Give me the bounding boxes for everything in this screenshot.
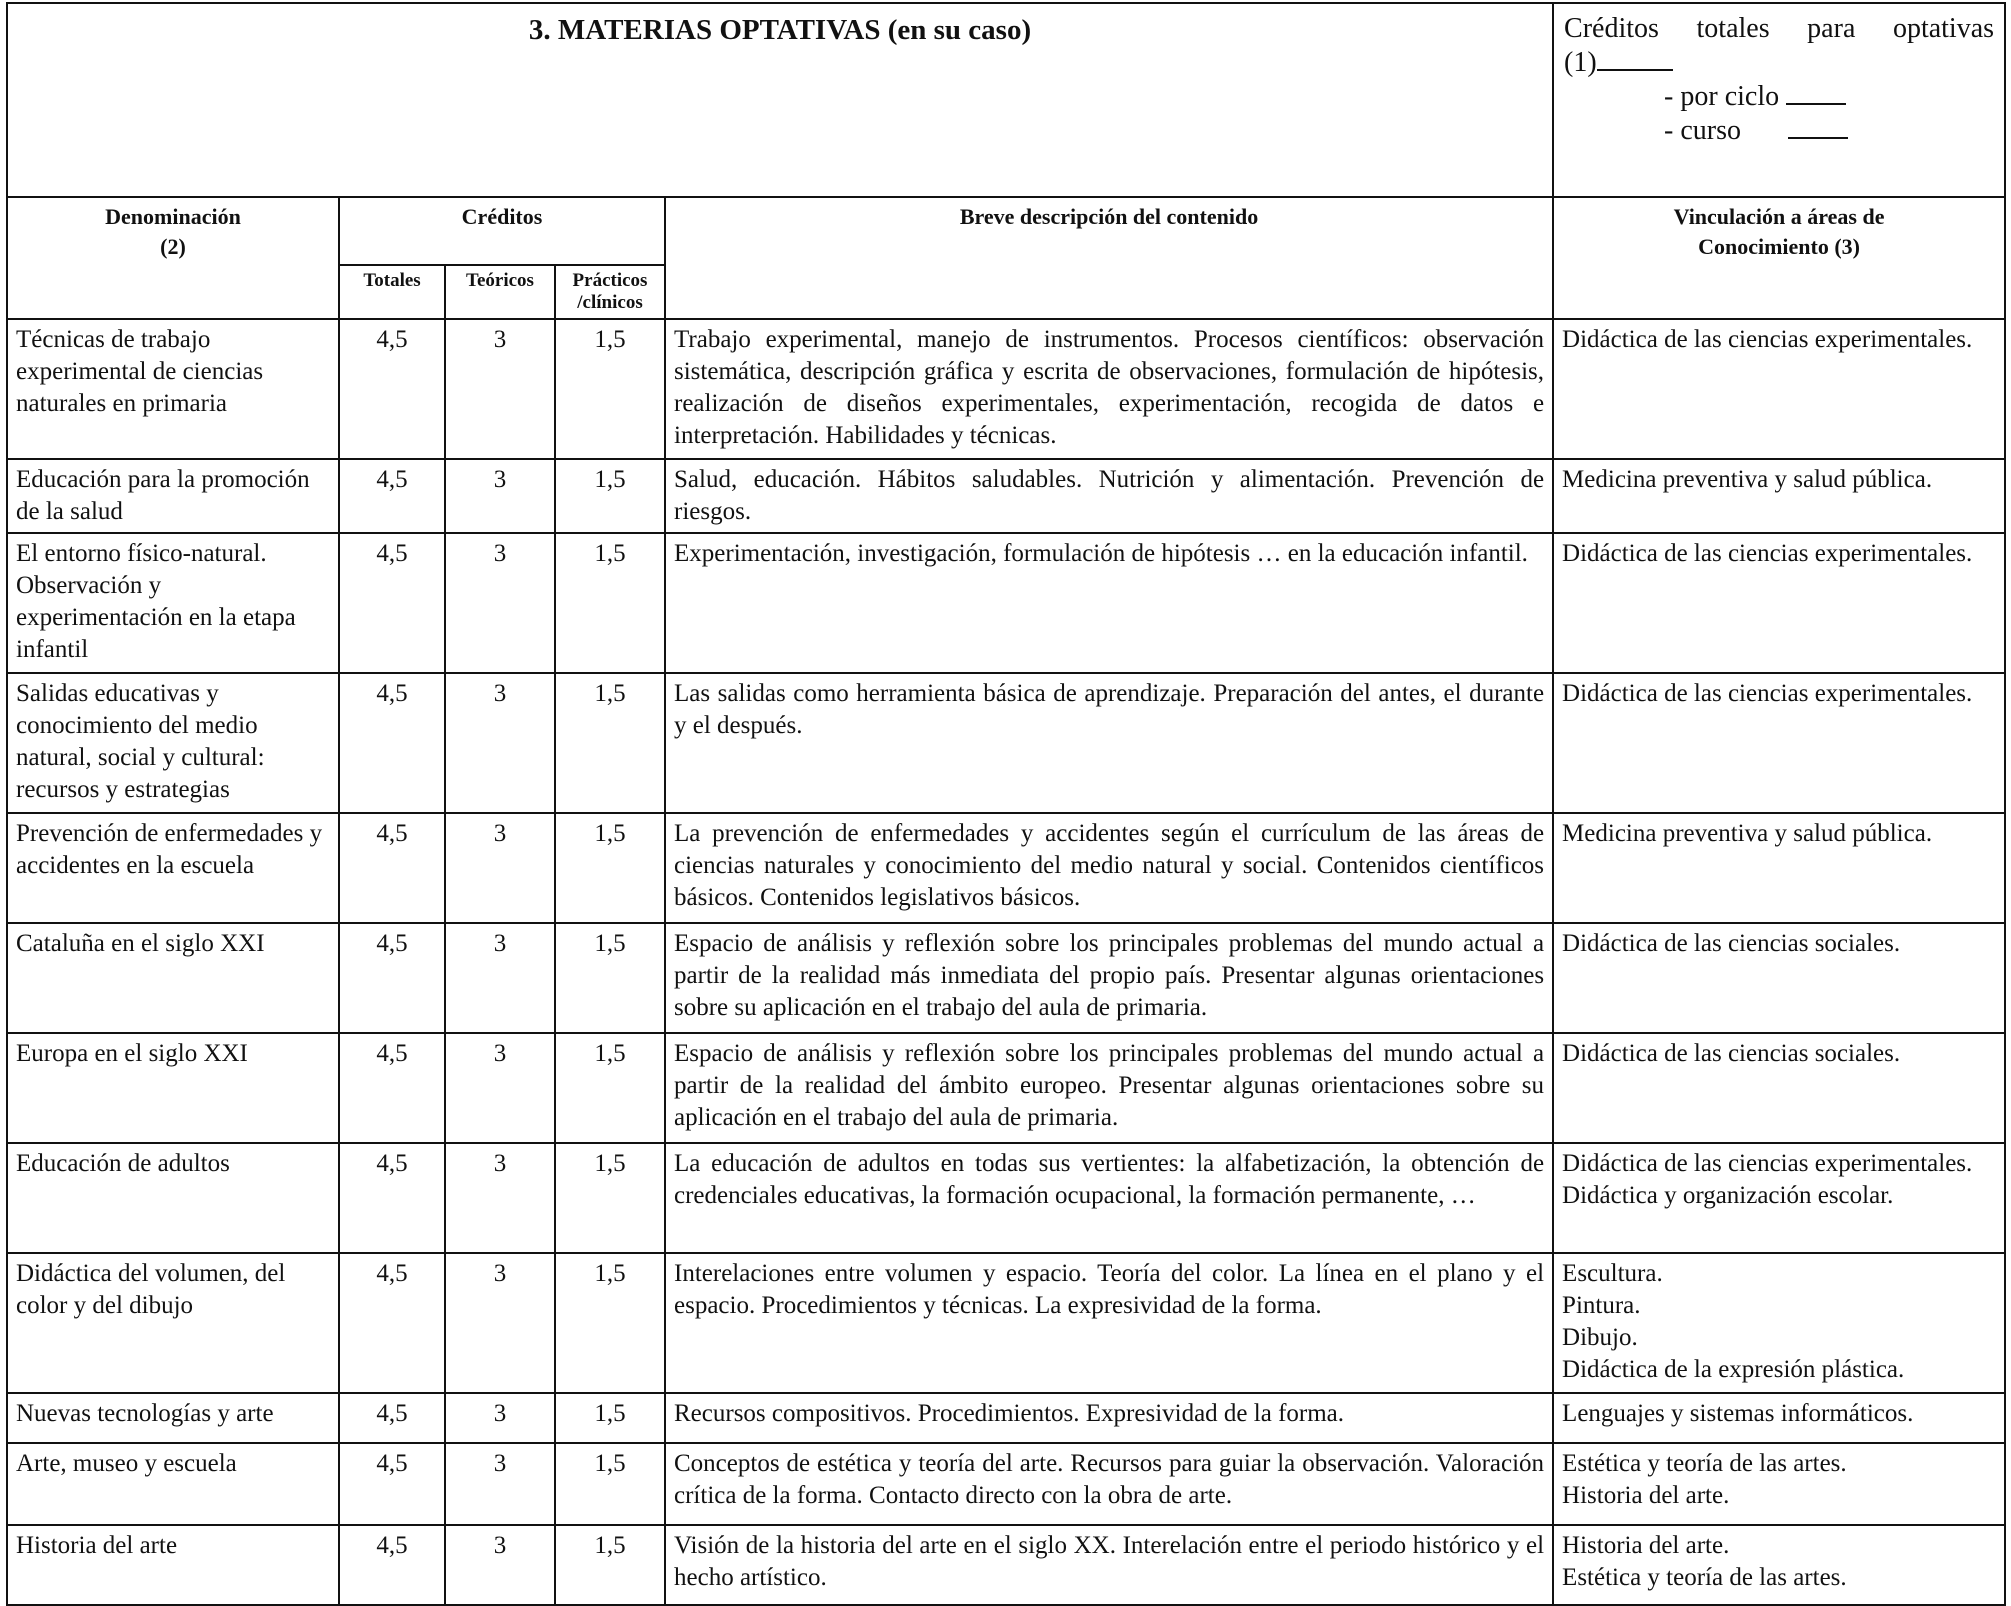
- knowledge-area-item: Didáctica de las ciencias experimentales.: [1562, 1150, 1973, 1177]
- table-row: [7, 533, 2005, 673]
- table-row: [7, 459, 2005, 533]
- header-descripcion-label: Breve descripción del contenido: [959, 204, 1259, 229]
- knowledge-areas: [1553, 1393, 2005, 1443]
- knowledge-area-item: Medicina preventiva y salud pública.: [1562, 466, 1933, 493]
- knowledge-area-item: Dibujo.: [1562, 1324, 1638, 1351]
- credits-teoricos: 3: [445, 1033, 555, 1143]
- section-title: [7, 3, 1553, 197]
- credits-practicos: 1,5: [555, 813, 665, 923]
- total-credits-blank: [1597, 69, 1673, 71]
- knowledge-areas: [1553, 1253, 2005, 1393]
- knowledge-area-item: Didáctica de las ciencias experimentales.: [1562, 326, 1973, 353]
- credits-totales: 4,5: [339, 1525, 445, 1605]
- header-practicos-label-2: /clínicos: [577, 292, 643, 313]
- credits-practicos: 1,5: [555, 459, 665, 533]
- header-practicos-label: Prácticos: [572, 270, 648, 291]
- table-row: [7, 813, 2005, 923]
- credits-totales: 4,5: [339, 1253, 445, 1393]
- credits-totales: 4,5: [339, 923, 445, 1033]
- knowledge-area-item: Didáctica de la expresión plástica.: [1562, 1356, 1905, 1383]
- optional-subjects-sheet: [6, 2, 2004, 1606]
- total-credits-line: [1564, 46, 1994, 80]
- table-row: [7, 673, 2005, 813]
- header-vinculacion-label: Vinculación a áreas de: [1673, 204, 1885, 229]
- header-creditos: [339, 197, 665, 265]
- per-course-label: - curso: [1664, 115, 1742, 146]
- per-cycle-blank: [1786, 103, 1846, 105]
- table-row: [7, 1253, 2005, 1393]
- subject-description: Recursos compositivos. Procedimientos. Expresividad de la forma.: [665, 1393, 1553, 1443]
- header-totales-label: Totales: [363, 270, 421, 291]
- credits-teoricos: 3: [445, 533, 555, 673]
- subject-name: Didáctica del volumen, del color y del dibujo: [7, 1253, 339, 1393]
- subject-description: Trabajo experimental, manejo de instrumentos. Procesos científicos: observación sistemática, descripción gráfica y escrita de observaciones, formulación de hipótesis, realización de diseños experimentales, experimentación, recogida de datos e interpretación. Habilidades y técnicas.: [665, 319, 1553, 459]
- subject-name: Historia del arte: [7, 1525, 339, 1605]
- subject-name: Arte, museo y escuela: [7, 1443, 339, 1525]
- knowledge-area-item: Estética y teoría de las artes.: [1562, 1564, 1847, 1591]
- knowledge-areas: [1553, 1443, 2005, 1525]
- subject-description: La prevención de enfermedades y accidentes según el currículum de las áreas de ciencias naturales y conocimiento del medio natural y social. Contenidos científicos básicos. Contenidos legislativos básicos.: [665, 813, 1553, 923]
- credits-teoricos: 3: [445, 459, 555, 533]
- credits-totales: 4,5: [339, 813, 445, 923]
- subject-description: Salud, educación. Hábitos saludables. Nutrición y alimentación. Prevención de riesgos.: [665, 459, 1553, 533]
- knowledge-area-item: Lenguajes y sistemas informáticos.: [1562, 1400, 1914, 1427]
- section-title-text: 3. MATERIAS OPTATIVAS (en su caso): [528, 14, 1032, 46]
- knowledge-areas: [1553, 459, 2005, 533]
- table-row: [7, 1393, 2005, 1443]
- header-teoricos-label: Teóricos: [466, 270, 534, 291]
- total-credits-label: Créditos totales para optativas: [1564, 13, 1995, 44]
- header-denominacion-note: (2): [160, 234, 186, 259]
- header-creditos-label: Créditos: [461, 204, 543, 229]
- credits-teoricos: 3: [445, 1525, 555, 1605]
- credits-totales: 4,5: [339, 1033, 445, 1143]
- header-denominacion: [7, 197, 339, 319]
- table-row: [7, 1033, 2005, 1143]
- credits-teoricos: 3: [445, 1393, 555, 1443]
- knowledge-areas: [1553, 1033, 2005, 1143]
- knowledge-area-item: Estética y teoría de las artes.: [1562, 1450, 1847, 1477]
- per-cycle-line: [1564, 80, 1994, 114]
- knowledge-area-item: Didáctica de las ciencias sociales.: [1562, 1040, 1901, 1067]
- knowledge-area-item: Didáctica de las ciencias sociales.: [1562, 930, 1901, 957]
- subject-name: El entorno físico-natural. Observación y experimentación en la etapa infantil: [7, 533, 339, 673]
- optional-subjects-table: [6, 2, 2006, 1606]
- subject-description: Interelaciones entre volumen y espacio. Teoría del color. La línea en el plano y el espacio. Procedimientos y técnicas. La expresividad de la forma.: [665, 1253, 1553, 1393]
- credits-teoricos: 3: [445, 923, 555, 1033]
- credits-teoricos: 3: [445, 813, 555, 923]
- credits-practicos: 1,5: [555, 1393, 665, 1443]
- credits-totales: 4,5: [339, 673, 445, 813]
- knowledge-areas: [1553, 1525, 2005, 1605]
- subject-description: Visión de la historia del arte en el siglo XX. Interelación entre el periodo histórico y el hecho artístico.: [665, 1525, 1553, 1605]
- knowledge-area-item: Didáctica y organización escolar.: [1562, 1182, 1894, 1209]
- header-totales: [339, 265, 445, 319]
- subject-name: Prevención de enfermedades y accidentes en la escuela: [7, 813, 339, 923]
- subject-name: Educación para la promoción de la salud: [7, 459, 339, 533]
- knowledge-area-item: Historia del arte.: [1562, 1482, 1730, 1509]
- credits-practicos: 1,5: [555, 1525, 665, 1605]
- credits-practicos: 1,5: [555, 1443, 665, 1525]
- subject-description: Las salidas como herramienta básica de aprendizaje. Preparación del antes, el durante y el después.: [665, 673, 1553, 813]
- knowledge-area-item: Escultura.: [1562, 1260, 1663, 1287]
- header-teoricos: [445, 265, 555, 319]
- credits-totales: 4,5: [339, 1393, 445, 1443]
- credits-totales: 4,5: [339, 319, 445, 459]
- header-vinculacion-label-2: Conocimiento (3): [1698, 234, 1860, 259]
- credits-practicos: 1,5: [555, 533, 665, 673]
- subject-name: Educación de adultos: [7, 1143, 339, 1253]
- table-row: [7, 319, 2005, 459]
- knowledge-area-item: Pintura.: [1562, 1292, 1641, 1319]
- table-row: [7, 1143, 2005, 1253]
- subject-name: Europa en el siglo XXI: [7, 1033, 339, 1143]
- header-practicos: [555, 265, 665, 319]
- subject-description: Experimentación, investigación, formulación de hipótesis … en la educación infantil.: [665, 533, 1553, 673]
- section-header-row: [7, 3, 2005, 197]
- header-vinculacion: [1553, 197, 2005, 319]
- column-header-row: [7, 197, 2005, 265]
- credits-practicos: 1,5: [555, 319, 665, 459]
- knowledge-areas: [1553, 673, 2005, 813]
- per-cycle-label: - por ciclo: [1664, 81, 1780, 112]
- credits-teoricos: 3: [445, 1253, 555, 1393]
- knowledge-areas: [1553, 813, 2005, 923]
- knowledge-area-item: Historia del arte.: [1562, 1532, 1730, 1559]
- credits-teoricos: 3: [445, 1443, 555, 1525]
- table-row: [7, 1443, 2005, 1525]
- knowledge-areas: [1553, 923, 2005, 1033]
- credits-practicos: 1,5: [555, 923, 665, 1033]
- credits-practicos: 1,5: [555, 1033, 665, 1143]
- subject-description: La educación de adultos en todas sus vertientes: la alfabetización, la obtención de credenciales educativas, la formación ocupacional, la formación permanente, …: [665, 1143, 1553, 1253]
- table-row: [7, 1525, 2005, 1605]
- subject-description: Espacio de análisis y reflexión sobre los principales problemas del mundo actual a partir de la realidad del ámbito europeo. Presentar algunas orientaciones sobre su aplicación en el trabajo del aula de primaria.: [665, 1033, 1553, 1143]
- knowledge-area-item: Didáctica de las ciencias experimentales.: [1562, 680, 1973, 707]
- credits-practicos: 1,5: [555, 1143, 665, 1253]
- credits-totales: 4,5: [339, 459, 445, 533]
- credits-practicos: 1,5: [555, 1253, 665, 1393]
- credits-totales: 4,5: [339, 1443, 445, 1525]
- credits-teoricos: 3: [445, 319, 555, 459]
- subject-name: Nuevas tecnologías y arte: [7, 1393, 339, 1443]
- total-credits-note: (1): [1564, 47, 1597, 78]
- credits-teoricos: 3: [445, 673, 555, 813]
- header-descripcion: [665, 197, 1553, 319]
- knowledge-areas: [1553, 1143, 2005, 1253]
- credits-totales: 4,5: [339, 1143, 445, 1253]
- per-course-line: [1564, 114, 1994, 148]
- credits-teoricos: 3: [445, 1143, 555, 1253]
- table-row: [7, 923, 2005, 1033]
- total-credits-box: [1553, 3, 2005, 197]
- subject-name: Cataluña en el siglo XXI: [7, 923, 339, 1033]
- subjects-body: [7, 319, 2005, 1605]
- subject-name: Salidas educativas y conocimiento del medio natural, social y cultural: recursos y estrategias: [7, 673, 339, 813]
- knowledge-areas: [1553, 533, 2005, 673]
- credits-practicos: 1,5: [555, 673, 665, 813]
- per-course-blank: [1788, 137, 1848, 139]
- subject-name: Técnicas de trabajo experimental de ciencias naturales en primaria: [7, 319, 339, 459]
- subject-description: Conceptos de estética y teoría del arte. Recursos para guiar la observación. Valoración crítica de la forma. Contacto directo con la obra de arte.: [665, 1443, 1553, 1525]
- header-denominacion-label: Denominación: [105, 204, 241, 229]
- knowledge-area-item: Didáctica de las ciencias experimentales.: [1562, 540, 1973, 567]
- subject-description: Espacio de análisis y reflexión sobre los principales problemas del mundo actual a partir de la realidad más inmediata del propio país. Presentar algunas orientaciones sobre su aplicación en el trabajo del aula de primaria.: [665, 923, 1553, 1033]
- knowledge-areas: [1553, 319, 2005, 459]
- knowledge-area-item: Medicina preventiva y salud pública.: [1562, 820, 1933, 847]
- credits-totales: 4,5: [339, 533, 445, 673]
